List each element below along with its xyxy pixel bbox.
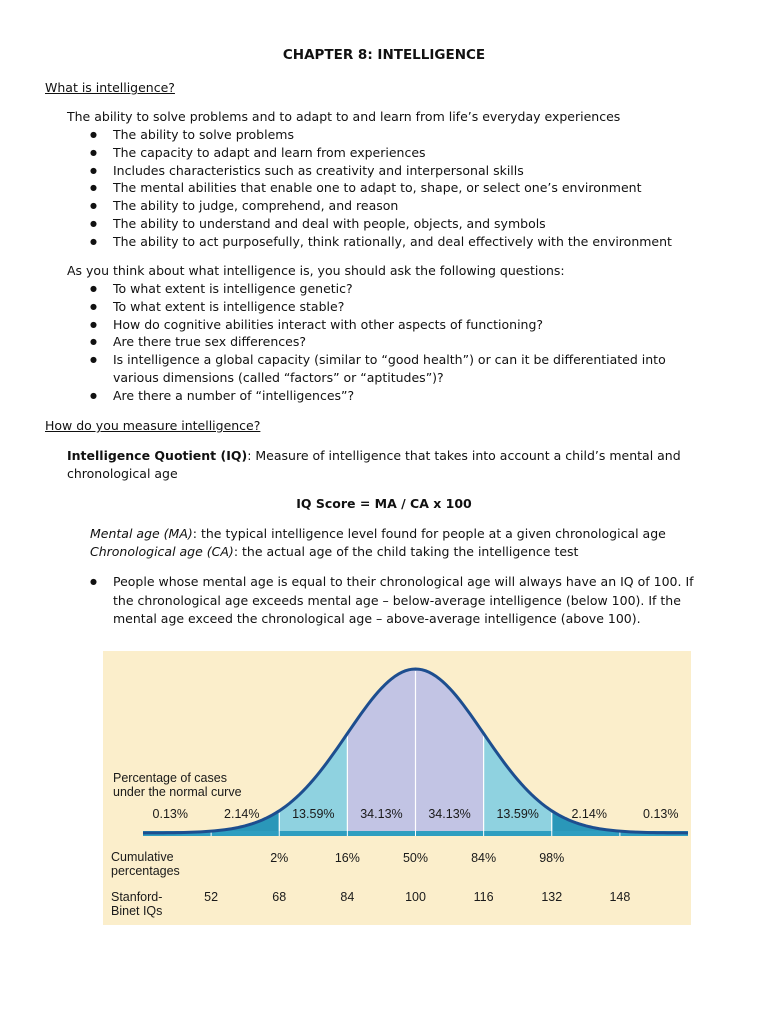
chronological-age-text: : the actual age of the child taking the intelligence test — [233, 544, 579, 559]
band-percentage-label: 13.59% — [496, 807, 539, 821]
band-percentage-label: 2.14% — [224, 807, 260, 821]
list-item: ● Are there a number of “intelligences”? — [90, 387, 710, 405]
list-item: ● How do cognitive abilities interact with other aspects of functioning? — [90, 316, 710, 334]
mental-age-text: : the typical intelligence level found for people at a given chronological age — [192, 526, 666, 541]
chart-title-line: Percentage of cases — [113, 771, 227, 785]
list-item: ● People whose mental age is equal to their chronological age will always have an IQ of 100. If the chronological age exceeds mental age – below-average intelligence (below 100). If the mental age exceed the chronological age – above-average intelligence (above 100). — [90, 573, 710, 629]
iq-tick-label: 52 — [204, 890, 219, 904]
cumulative-axis-label: percentages — [111, 864, 180, 878]
cumulative-percentage-label: 16% — [334, 851, 360, 865]
band-percentage-label: 2.14% — [571, 807, 607, 821]
cumulative-axis-label: Cumulative — [111, 850, 174, 864]
list-item: ● The capacity to adapt and learn from experiences — [90, 144, 710, 162]
cumulative-percentage-label: 2% — [270, 851, 289, 865]
iq-tick-label: 148 — [609, 890, 631, 904]
iq-axis-label: Binet IQs — [111, 904, 163, 918]
chronological-age-definition — [90, 543, 730, 561]
iq-tick-label: 84 — [340, 890, 355, 904]
list-item: ● To what extent is intelligence genetic? — [90, 280, 710, 298]
band-percentage-label: 34.13% — [360, 807, 403, 821]
iq-formula: IQ Score = MA / CA x 100 — [296, 496, 472, 511]
iq-tick-label: 132 — [541, 890, 563, 904]
cumulative-percentage-label: 84% — [471, 851, 497, 865]
mental-age-definition — [90, 525, 730, 543]
page-title: CHAPTER 8: INTELLIGENCE — [282, 47, 486, 63]
definition-list — [90, 126, 710, 251]
list-item: ● The ability to judge, comprehend, and reason — [90, 197, 710, 215]
list-item: ● The ability to solve problems — [90, 126, 710, 144]
list-item: ● The mental abilities that enable one to adapt to, shape, or select one’s environment — [90, 179, 710, 197]
iq-term: Intelligence Quotient (IQ) — [67, 448, 248, 463]
list-item: ● The ability to act purposefully, think rationally, and deal effectively with the environment — [90, 233, 710, 251]
list-item: ● Are there true sex differences? — [90, 333, 710, 351]
iq-axis-label: Stanford- — [111, 890, 163, 904]
iq-tick-label: 100 — [405, 890, 426, 904]
list-item: ● Includes characteristics such as creativity and interpersonal skills — [90, 162, 710, 180]
list-item: ● To what extent is intelligence stable? — [90, 298, 710, 316]
chart-title-line: under the normal curve — [113, 785, 242, 799]
mental-age-term: Mental age (MA) — [90, 526, 193, 541]
iq-tick-label: 116 — [473, 890, 494, 904]
band-percentage-label: 0.13% — [152, 807, 188, 821]
band-percentage-label: 13.59% — [292, 807, 335, 821]
normal-curve-svg — [103, 651, 691, 925]
section-heading-what-is-intelligence: What is intelligence? — [45, 80, 175, 95]
cumulative-percentage-label: 50% — [402, 851, 429, 865]
iq-definition — [67, 447, 707, 483]
iq-definition-text: : Measure of intelligence that takes into account a child’s mental and chronological age — [67, 448, 681, 481]
iq-explanation-list — [90, 573, 710, 629]
chronological-age-term: Chronological age (CA) — [90, 544, 234, 559]
band-percentage-label: 0.13% — [643, 807, 679, 821]
cumulative-percentage-label: 98% — [539, 851, 565, 865]
iq-tick-label: 68 — [272, 890, 287, 904]
band-percentage-label: 34.13% — [428, 807, 471, 821]
section-heading-measure-intelligence: How do you measure intelligence? — [45, 418, 261, 433]
questions-list — [90, 280, 710, 405]
normal-curve-chart — [103, 651, 691, 925]
list-item: ● The ability to understand and deal with people, objects, and symbols — [90, 215, 710, 233]
list-item: ● Is intelligence a global capacity (similar to “good health”) or can it be differentiated into various dimensions (called “factors” or “aptitudes”)? — [90, 351, 710, 387]
questions-intro: As you think about what intelligence is, you should ask the following questions: — [67, 263, 565, 278]
definition-intro: The ability to solve problems and to adapt to and learn from life’s everyday experiences — [67, 109, 621, 124]
